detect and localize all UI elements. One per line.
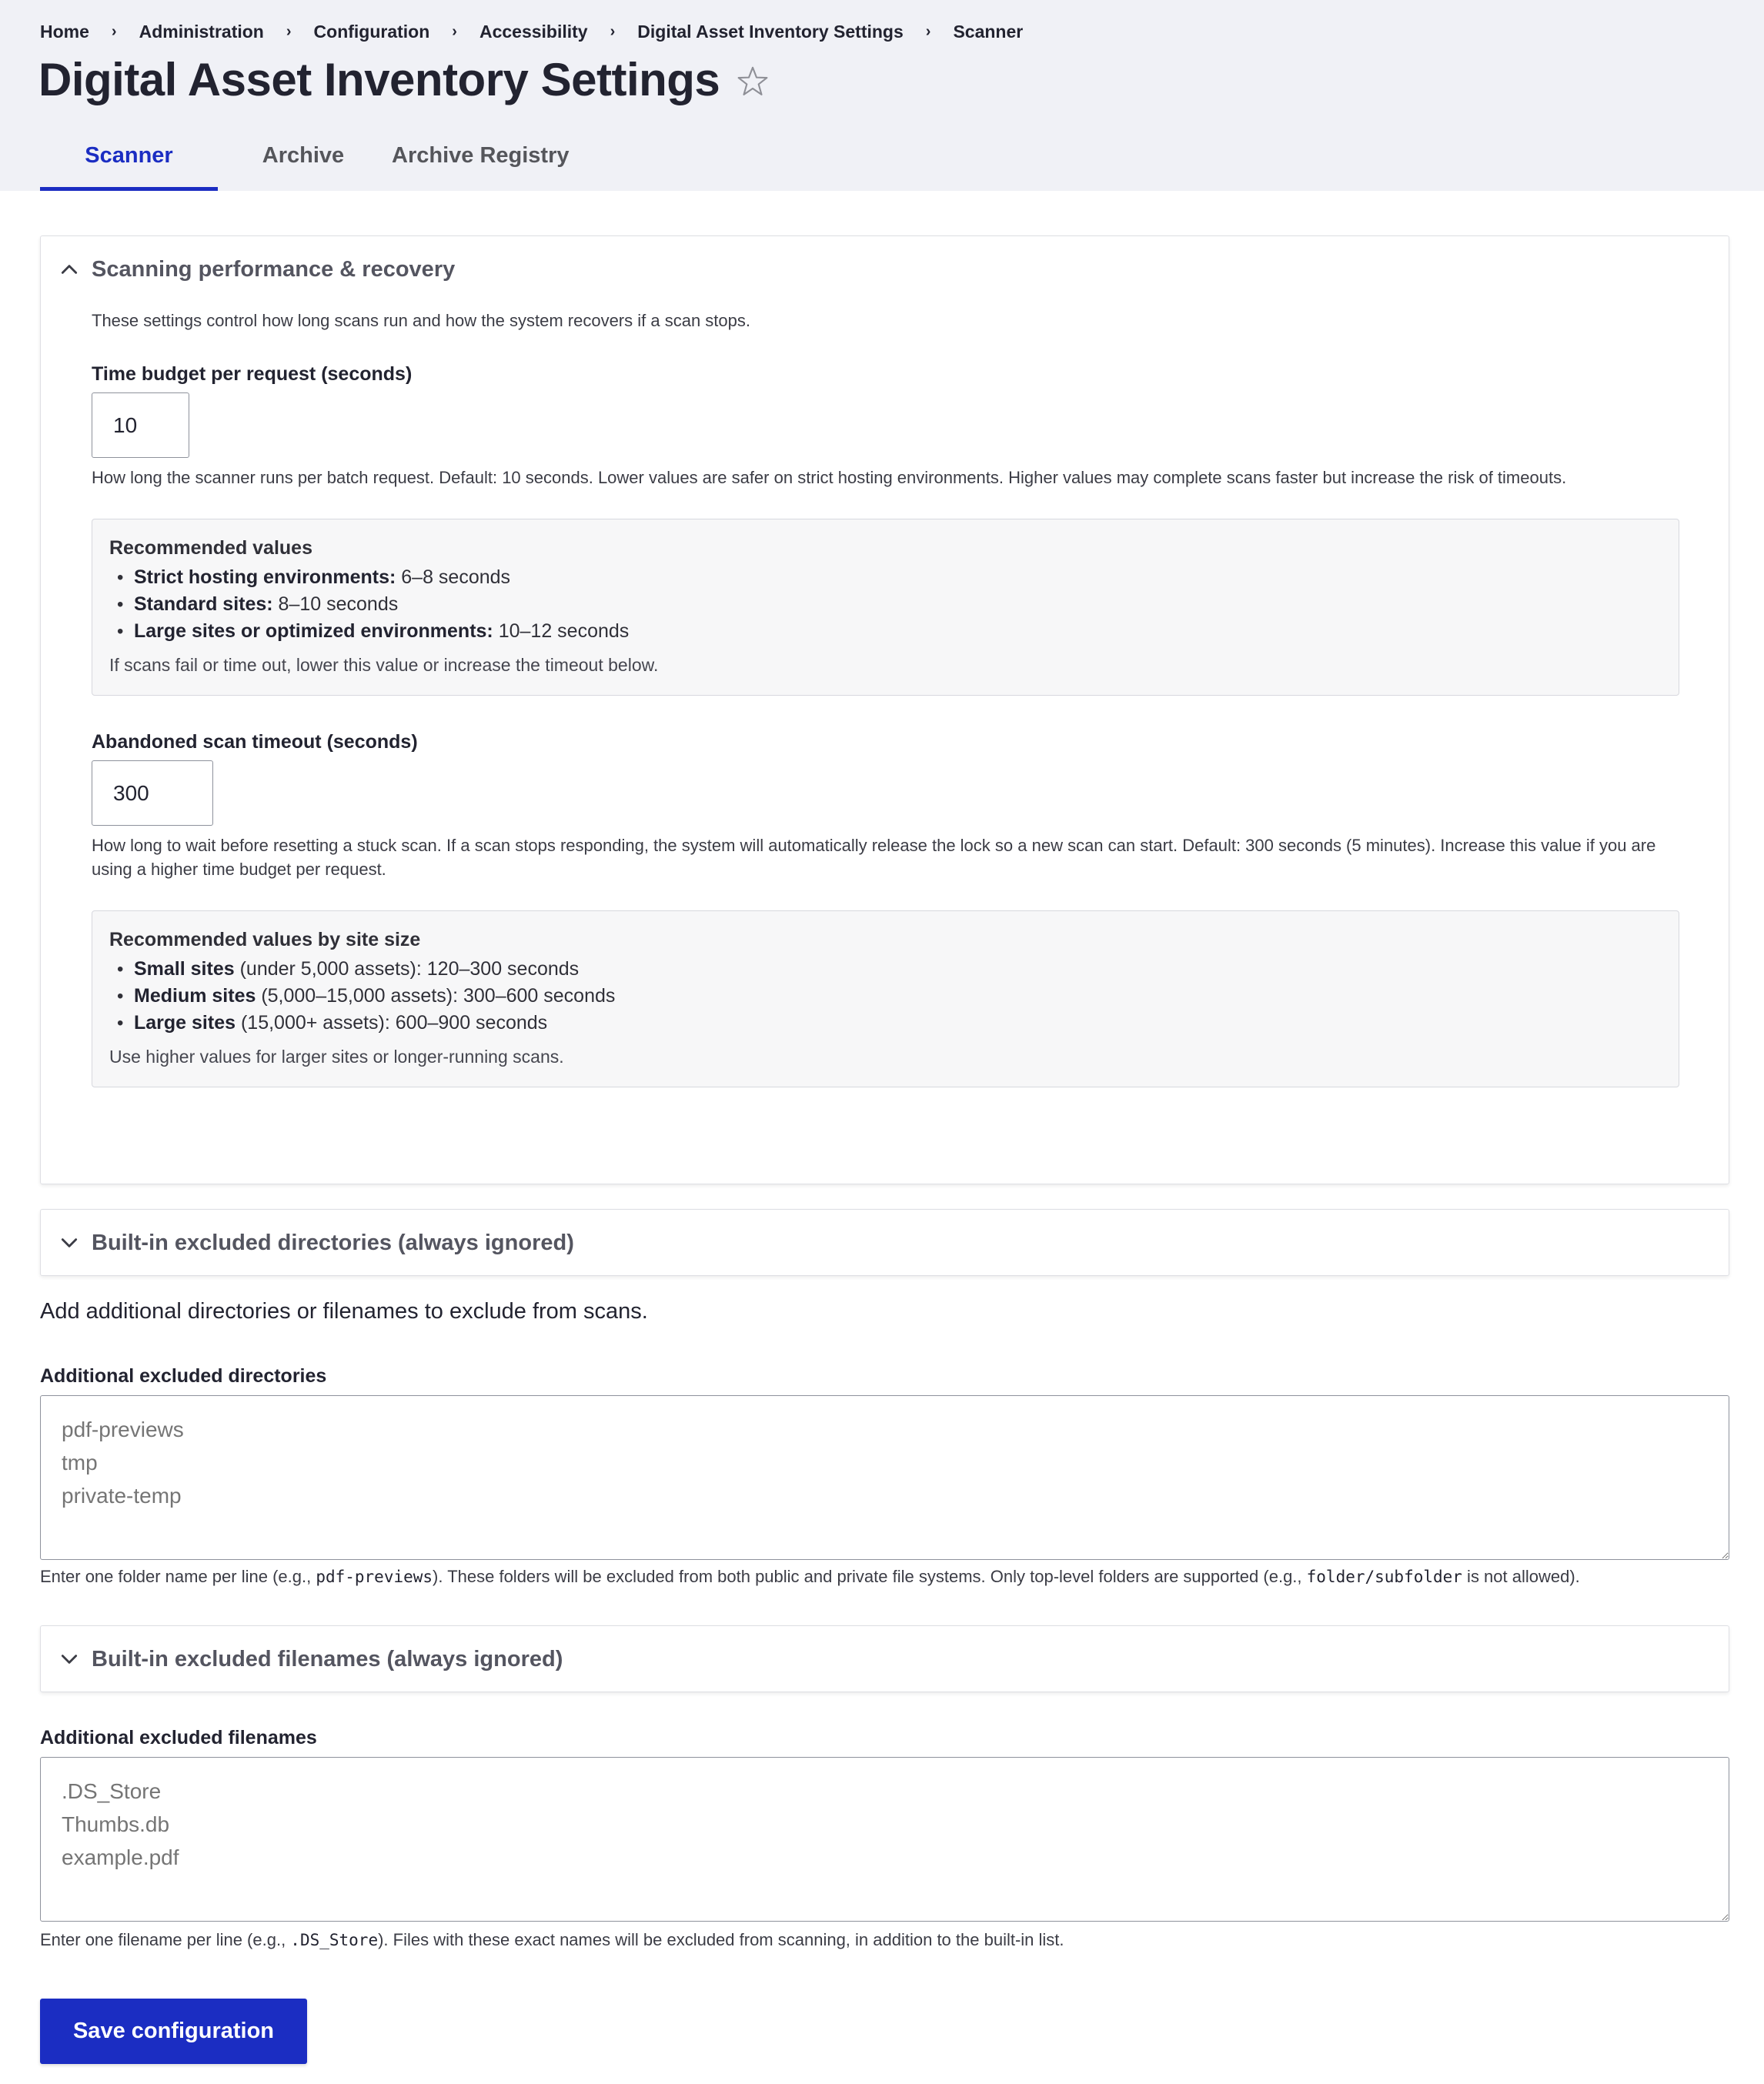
list-item: • Small sites (under 5,000 assets): 120–300 seconds <box>117 956 1662 983</box>
chevron-right-icon: › <box>610 23 616 40</box>
time-budget-value: 10 <box>113 412 138 437</box>
scanning-performance-summary[interactable] <box>41 236 1729 302</box>
breadcrumb-current-scanner: Scanner <box>953 22 1024 42</box>
additional-directories-label: Additional excluded directories <box>40 1365 327 1387</box>
builtin-filenames-details <box>40 1625 1729 1692</box>
additional-filenames-textarea[interactable] <box>40 1757 1729 1922</box>
scanning-performance-body <box>41 309 1729 1087</box>
timeout-help: How long to wait before resetting a stuck scan. If a scan stops responding, the system will automatically release the lock so a new scan can start. Default: 300 seconds (5 minutes). Increase this value if you are using a higher time budget per request. <box>92 836 1656 879</box>
breadcrumb-administration[interactable]: Administration <box>139 22 264 42</box>
tab-label: Archive Registry <box>392 143 570 168</box>
tab-scanner[interactable] <box>40 139 218 191</box>
recommendations-title: Recommended values <box>109 537 312 559</box>
tabs <box>40 139 570 191</box>
breadcrumb-digital-asset-inventory-settings[interactable]: Digital Asset Inventory Settings <box>637 22 904 42</box>
recommendations-note: Use higher values for larger sites or longer-running scans. <box>109 1047 564 1067</box>
breadcrumb <box>40 22 1023 42</box>
chevron-down-icon <box>59 1233 79 1253</box>
list-item: • Large sites or optimized environments: 10–12 seconds <box>117 618 1662 645</box>
chevron-right-icon: › <box>286 23 292 40</box>
tab-label: Scanner <box>85 143 173 168</box>
page-header <box>0 0 1764 191</box>
time-budget-input[interactable] <box>92 392 189 458</box>
builtin-directories-details <box>40 1209 1729 1276</box>
additional-directories-help: Enter one folder name per line (e.g., pdf-previews). These folders will be excluded from both public and private file systems. Only top-level folders are supported (e.g., folder/subfolder is not allowed). <box>40 1567 1580 1586</box>
chevron-right-icon: › <box>111 23 117 40</box>
builtin-filenames-summary[interactable] <box>41 1626 1729 1692</box>
summary-label: Scanning performance & recovery <box>92 256 456 282</box>
timeout-value: 300 <box>113 780 149 805</box>
timeout-input[interactable] <box>92 760 213 826</box>
page-title-row <box>38 51 770 109</box>
additional-filenames-help: Enter one filename per line (e.g., .DS_Store). Files with these exact names will be excluded from scanning, in addition to the built-in list. <box>40 1930 1064 1949</box>
tab-label: Archive <box>262 143 345 168</box>
breadcrumb-accessibility[interactable]: Accessibility <box>479 22 588 42</box>
page-title: Digital Asset Inventory Settings <box>38 54 720 105</box>
section-description: These settings control how long scans run and how the system recovers if a scan stops. <box>92 311 750 330</box>
summary-label: Built-in excluded filenames (always ignored) <box>92 1646 563 1672</box>
timeout-recommendations <box>92 910 1679 1087</box>
breadcrumb-home[interactable]: Home <box>40 22 89 42</box>
list-item: • Standard sites: 8–10 seconds <box>117 591 1662 618</box>
summary-label: Built-in excluded directories (always ignored) <box>92 1230 574 1255</box>
list-item: • Large sites (15,000+ assets): 600–900 seconds <box>117 1010 1662 1037</box>
chevron-right-icon: › <box>925 23 931 40</box>
builtin-directories-summary[interactable] <box>41 1210 1729 1276</box>
timeout-label: Abandoned scan timeout (seconds) <box>92 731 418 753</box>
recommendations-title: Recommended values by site size <box>109 929 421 950</box>
chevron-down-icon <box>59 1649 79 1669</box>
time-budget-recommendations <box>92 519 1679 696</box>
recommendations-list <box>117 564 1662 645</box>
scanning-performance-details <box>40 235 1729 1184</box>
additional-directories-textarea[interactable] <box>40 1395 1729 1560</box>
save-configuration-button[interactable]: Save configuration <box>40 1999 307 2064</box>
time-budget-label: Time budget per request (seconds) <box>92 363 413 385</box>
chevron-right-icon: › <box>452 23 457 40</box>
time-budget-help: How long the scanner runs per batch request. Default: 10 seconds. Lower values are safer on strict hosting environments. Higher values may complete scans faster but increase the risk of timeouts. <box>92 468 1567 487</box>
chevron-up-icon <box>59 259 79 279</box>
recommendations-note: If scans fail or time out, lower this value or increase the timeout below. <box>109 655 659 675</box>
star-outline-icon[interactable] <box>735 64 770 99</box>
exclusions-intro: Add additional directories or filenames to exclude from scans. <box>40 1299 648 1324</box>
recommendations-list <box>117 956 1662 1037</box>
breadcrumb-configuration[interactable]: Configuration <box>313 22 430 42</box>
list-item: • Strict hosting environments: 6–8 seconds <box>117 564 1662 591</box>
tab-archive-registry[interactable] <box>392 139 570 191</box>
tab-archive[interactable] <box>218 139 389 191</box>
additional-filenames-label: Additional excluded filenames <box>40 1727 317 1748</box>
list-item: • Medium sites (5,000–15,000 assets): 300–600 seconds <box>117 983 1662 1010</box>
